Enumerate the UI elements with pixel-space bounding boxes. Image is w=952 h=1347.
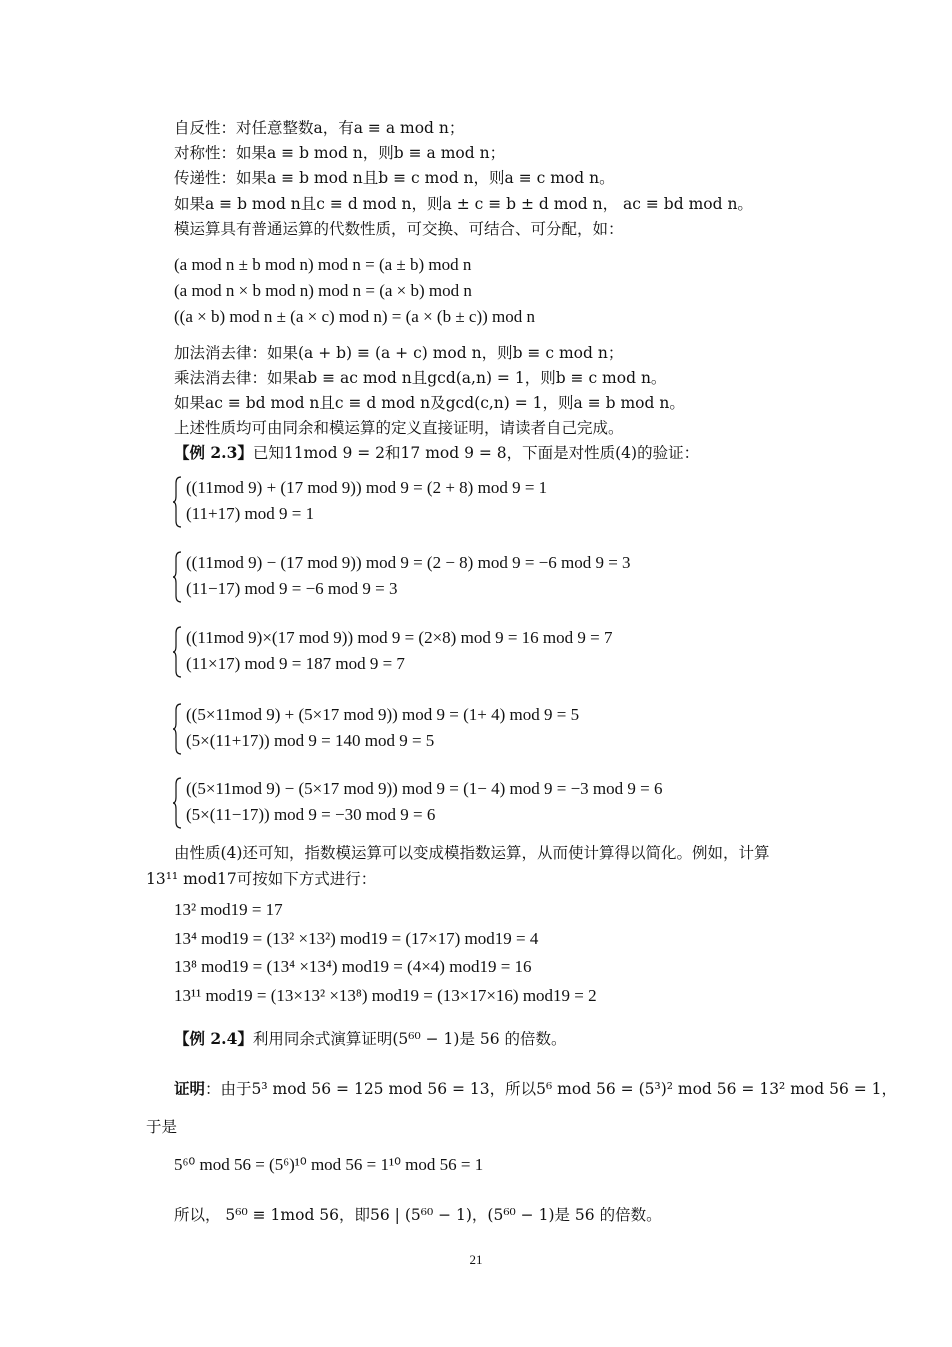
formula-add: (a mod n ± b mod n) mod n = (a ± b) mod n (174, 255, 472, 274)
example-2-4-heading (174, 1029, 567, 1049)
proof-tag: 证明 (174, 1079, 206, 1098)
system-distrib-add-line-1: ((5×11mod 9) + (5×17 mod 9)) mod 9 = (1+ 4) mod 9 = 5 (186, 705, 580, 724)
formula-mul: (a mod n × b mod n) mod n = (a × b) mod n (174, 281, 472, 300)
algebraic-property-intro: 模运算具有普通运算的代数性质，可交换、可结合、可分配，如： (174, 220, 624, 238)
modexp-step-4: 13¹¹ mod19 = (13×13² ×13⁸) mod19 = (13×17×16) mod19 = 2 (174, 986, 597, 1005)
conclusion: 所以， 5⁶⁰ ≡ 1mod 56，即56 | (5⁶⁰ − 1)，(5⁶⁰ − 1)是 56 的倍数。 (174, 1206, 662, 1224)
example-2-3-text: 已知11mod 9 = 2和17 mod 9 = 8，下面是对性质(4)的验证： (252, 444, 700, 462)
system-distrib-sub-line-1: ((5×11mod 9) − (5×17 mod 9)) mod 9 = (1− 4) mod 9 = −3 mod 9 = 6 (186, 779, 663, 798)
additive-cancellation: 加法消去律：如果(a + b) ≡ (a + c) mod n，则b ≡ c mod n； (174, 344, 624, 362)
example-2-3-tag: 【例 2.3】 (174, 443, 253, 462)
system-sub-line-1: ((11mod 9) − (17 mod 9)) mod 9 = (2 − 8) mod 9 = −6 mod 9 = 3 (186, 553, 631, 572)
transitive-property: 传递性：如果a ≡ b mod n且b ≡ c mod n，则a ≡ c mod n。 (174, 169, 615, 187)
example-2-4-tag: 【例 2.4】 (174, 1029, 253, 1048)
formula-distrib: ((a × b) mod n ± (a × c) mod n) = (a × (b ± c)) mod n (174, 307, 536, 326)
modexp-step-2: 13⁴ mod19 = (13² ×13²) mod19 = (17×17) mod19 = 4 (174, 929, 539, 948)
modexp-paragraph-line-1: 由性质(4)还可知，指数模运算可以变成模指数运算，从而使计算得以简化。例如，计算 (174, 844, 770, 862)
system-distrib-sub-line-2: (5×(11−17)) mod 9 = −30 mod 9 = 6 (186, 805, 436, 824)
system-add-line-2: (11+17) mod 9 = 1 (186, 504, 315, 523)
proof-text: ：由于5³ mod 56 = 125 mod 56 = 13，所以5⁶ mod 56 = (5³)² mod 56 = 13² mod 56 = 1， (205, 1080, 898, 1098)
modexp-paragraph-line-2: 13¹¹ mod17可按如下方式进行： (146, 870, 377, 888)
page-number: 21 (469, 1252, 483, 1267)
system-mul-line-2: (11×17) mod 9 = 187 mod 9 = 7 (186, 654, 405, 673)
example-2-4-text: 利用同余式演算证明(5⁶⁰ − 1)是 56 的倍数。 (252, 1030, 567, 1048)
symmetric-property: 对称性：如果a ≡ b mod n，则b ≡ a mod n； (174, 144, 506, 162)
proof-equation: 5⁶⁰ mod 56 = (5⁶)¹⁰ mod 56 = 1¹⁰ mod 56 = 1 (174, 1155, 484, 1174)
system-mul-line-1: ((11mod 9)×(17 mod 9)) mod 9 = (2×8) mod 9 = 16 mod 9 = 7 (186, 628, 613, 647)
proof-note: 上述性质均可由同余和模运算的定义直接证明，请读者自己完成。 (174, 419, 624, 437)
modexp-step-1: 13² mod19 = 17 (174, 900, 283, 919)
modexp-step-3: 13⁸ mod19 = (13⁴ ×13⁴) mod19 = (4×4) mod19 = 16 (174, 957, 532, 976)
proof-line (174, 1079, 897, 1099)
left-brace-icon (172, 476, 182, 528)
multiplicative-cancellation: 乘法消去律：如果ab ≡ ac mod n且gcd(a,n) = 1，则b ≡ c mod n。 (174, 369, 667, 387)
sum-product-property: 如果a ≡ b mod n且c ≡ d mod n，则a ± c ≡ b ± d mod n， ac ≡ bd mod n。 (174, 195, 753, 213)
cancellation-condition: 如果ac ≡ bd mod n且c ≡ d mod n及gcd(c,n) = 1，则a ≡ b mod n。 (174, 394, 685, 412)
system-add-line-1: ((11mod 9) + (17 mod 9)) mod 9 = (2 + 8) mod 9 = 1 (186, 478, 548, 497)
left-brace-icon (172, 551, 182, 603)
left-brace-icon (172, 703, 182, 755)
system-sub-line-2: (11−17) mod 9 = −6 mod 9 = 3 (186, 579, 398, 598)
reflexive-property: 自反性：对任意整数a，有a ≡ a mod n； (174, 119, 465, 137)
left-brace-icon (172, 626, 182, 678)
system-distrib-add-line-2: (5×(11+17)) mod 9 = 140 mod 9 = 5 (186, 731, 435, 750)
example-2-3-heading (174, 443, 699, 463)
left-brace-icon (172, 777, 182, 829)
proof-continuation: 于是 (146, 1118, 178, 1136)
